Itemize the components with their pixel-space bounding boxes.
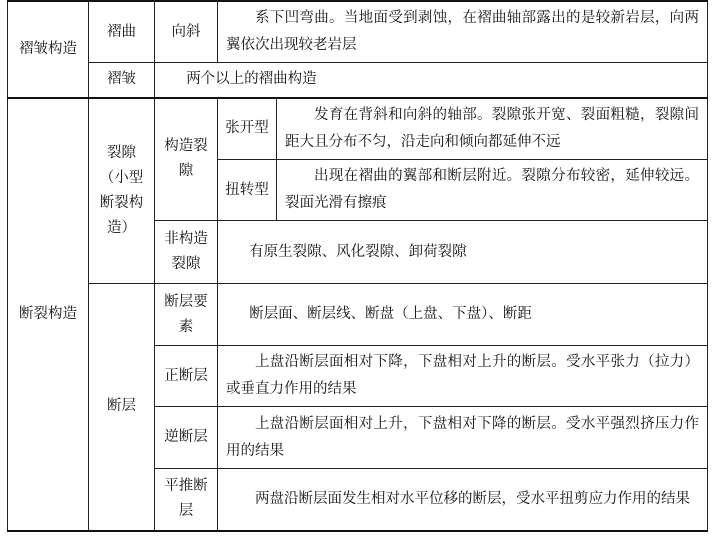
row-tension-joint — [8, 98, 708, 160]
desc-non-structural-joint: 有原生裂隙、风化裂隙、卸荷裂隙 — [218, 221, 708, 284]
category-fracture-structure: 断裂构造 — [8, 98, 89, 531]
type-fold: 褶曲 — [89, 1, 155, 63]
subtype-tension-joint: 张开型 — [218, 98, 277, 160]
type-joint: 裂隙（小型断裂构造） — [89, 98, 155, 284]
subtype-normal-fault: 正断层 — [155, 346, 218, 407]
desc-reverse-fault: 上盘沿断层面相对上升，下盘相对下降的断层。受水平强烈挤压力作用的结果 — [218, 407, 708, 469]
row-fault-elements — [8, 284, 708, 346]
geologic-structure-table — [7, 0, 708, 532]
desc-folds: 两个以上的褶曲构造 — [155, 63, 708, 98]
subtype-strike-slip-fault: 平推断层 — [155, 469, 218, 531]
row-folds — [8, 63, 708, 98]
row-fold-syncline — [8, 1, 708, 63]
category-fold-structure: 褶皱构造 — [8, 1, 89, 98]
desc-syncline: 系下凹弯曲。当地面受到剥蚀，在褶曲轴部露出的是较新岩层，向两翼依次出现较老岩层 — [218, 1, 708, 63]
desc-normal-fault: 上盘沿断层面相对下降，下盘相对上升的断层。受水平张力（拉力）或垂直力作用的结果 — [218, 346, 708, 407]
desc-tension-joint: 发育在背斜和向斜的轴部。裂隙张开宽、裂面粗糙，裂隙间距大且分布不匀，沿走向和倾向都延伸不远 — [277, 98, 708, 160]
desc-fault-elements: 断层面、断层线、断盘（上盘、下盘）、断距 — [218, 284, 708, 346]
subtype-syncline: 向斜 — [155, 1, 218, 63]
type-folds: 褶皱 — [89, 63, 155, 98]
type-fault: 断层 — [89, 284, 155, 531]
subtype-non-structural-joint: 非构造裂隙 — [155, 221, 218, 284]
desc-torsion-joint: 出现在褶曲的翼部和断层附近。裂隙分布较密，延伸较远。裂面光滑有擦痕 — [277, 160, 708, 221]
subtype-reverse-fault: 逆断层 — [155, 407, 218, 469]
subtype-fault-elements: 断层要素 — [155, 284, 218, 346]
geologic-structure-table-container — [7, 0, 708, 532]
desc-strike-slip-fault: 两盘沿断层面发生相对水平位移的断层，受水平扭剪应力作用的结果 — [218, 469, 708, 531]
subtype-structural-joint: 构造裂隙 — [155, 98, 218, 221]
subtype-torsion-joint: 扭转型 — [218, 160, 277, 221]
